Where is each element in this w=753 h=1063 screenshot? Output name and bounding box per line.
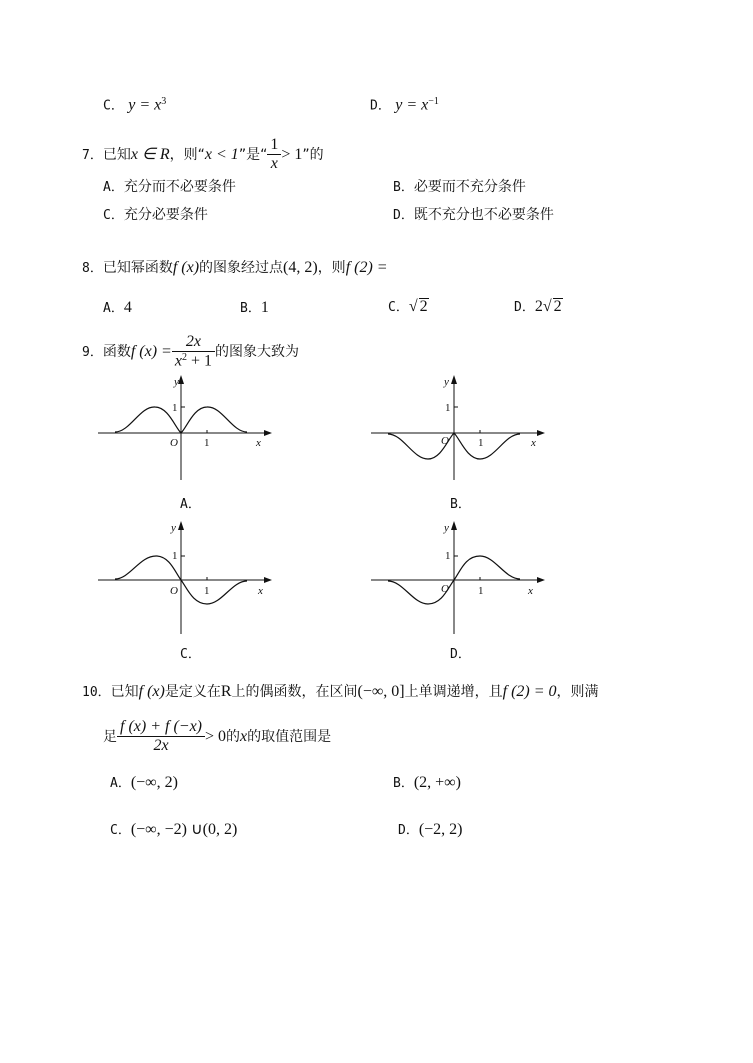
option-expr: y = x: [395, 96, 429, 114]
fraction: [267, 136, 281, 174]
q10-stem-line2: [103, 718, 331, 756]
option-value: 1: [260, 299, 269, 316]
stem-text: 已知幂函数: [102, 260, 173, 276]
y-tick-label: 1: [445, 402, 451, 414]
stem-text: ”的: [302, 146, 324, 163]
origin-label: O: [441, 435, 449, 447]
stem-text: 上单调递增，且: [404, 684, 503, 700]
denominator-base: x: [174, 353, 182, 371]
option-text: 必要而不充分条件: [413, 179, 526, 195]
sqrt-sign: √: [542, 298, 552, 315]
math-expr: (−∞, 0]: [357, 683, 405, 700]
origin-label: O: [170, 437, 178, 449]
graph-d-caption: D．: [450, 647, 471, 662]
math-expr: f (2) =: [345, 259, 388, 276]
sqrt-radicand: 2: [419, 298, 428, 315]
origin-label: O: [170, 585, 178, 597]
question-number: 7．: [82, 147, 103, 163]
y-tick-label: 1: [445, 550, 451, 562]
sqrt-sign: √: [408, 298, 418, 315]
option-text: 既不充分也不必要条件: [413, 207, 554, 223]
graph-a: [95, 372, 275, 482]
stem-text: 是定义在: [164, 684, 221, 700]
graph-d: [368, 518, 548, 638]
fraction-numerator: 2x: [172, 333, 215, 352]
sqrt-coefficient: 2: [534, 298, 543, 315]
option-label: A．: [103, 301, 124, 316]
option-label: A．: [110, 776, 131, 791]
q10-option-b: [393, 775, 461, 791]
option-label: C．: [388, 300, 409, 315]
stem-text: 已知: [110, 684, 139, 700]
denominator-exponent: 2: [181, 352, 187, 364]
graph-a-caption: A．: [180, 497, 201, 512]
q7-stem: [82, 136, 324, 174]
option-exponent: 3: [161, 96, 167, 107]
stem-text: 函数: [102, 344, 131, 361]
x-axis-label: x: [258, 585, 263, 597]
stem-text: 足: [103, 728, 117, 745]
q8-option-c: [388, 298, 429, 315]
math-expr: R: [220, 683, 232, 700]
fraction: [172, 333, 215, 371]
stem-text: ，则: [317, 260, 346, 276]
sqrt-radicand: 2: [553, 298, 562, 315]
option-exponent: −1: [428, 96, 439, 107]
q8-option-b: [240, 300, 269, 316]
q8-stem: [82, 260, 388, 276]
math-expr: f (x): [172, 259, 200, 276]
graph-b: [368, 372, 548, 482]
question-number: 10．: [82, 685, 111, 700]
x-tick-label: 1: [478, 585, 484, 597]
graph-c: [95, 518, 275, 638]
q10-option-a: [110, 775, 178, 791]
option-value: (2, +∞): [413, 774, 461, 791]
fraction-denominator: [172, 352, 215, 371]
stem-text: 的图象经过点: [199, 260, 284, 276]
math-expr: f (x): [138, 683, 165, 700]
q6-option-c: [103, 97, 166, 114]
y-tick-label: 1: [172, 550, 178, 562]
math-expr: > 0: [205, 727, 227, 745]
option-label: D．: [514, 300, 535, 315]
q8-option-d: [514, 298, 563, 315]
question-number: 8．: [82, 261, 103, 276]
graph-b-caption: B．: [450, 497, 471, 512]
question-number: 9．: [82, 345, 103, 361]
y-axis-label: y: [444, 376, 449, 388]
option-label: C．: [103, 208, 124, 223]
graph-c-caption: C．: [180, 647, 201, 662]
fraction-denominator: 2x: [153, 737, 169, 755]
q7-option-d: [393, 208, 554, 222]
option-text: 充分必要条件: [123, 207, 208, 223]
q7-option-a: [103, 180, 236, 194]
q10-stem-line1: [82, 684, 599, 700]
stem-text: ”是“: [238, 146, 268, 163]
fraction-denominator: x: [270, 155, 278, 173]
y-tick-label: 1: [172, 402, 178, 414]
option-value: (−2, 2): [418, 821, 463, 838]
stem-text: ，则“: [169, 146, 205, 163]
x-axis-label: x: [256, 437, 261, 449]
fraction: [117, 718, 205, 756]
math-expr: x: [240, 727, 248, 745]
math-expr: f (x) =: [130, 343, 172, 361]
math-expr: x ∈ R: [130, 145, 170, 163]
x-axis-label: x: [531, 437, 536, 449]
math-expr: x < 1: [204, 145, 239, 163]
option-expr: y = x: [128, 96, 162, 114]
x-tick-label: 1: [478, 437, 484, 449]
q10-option-d: [398, 822, 463, 838]
math-expr: > 1: [281, 145, 303, 163]
option-label: C．: [110, 823, 131, 838]
x-tick-label: 1: [204, 585, 210, 597]
y-axis-label: y: [174, 376, 179, 388]
option-label: B．: [393, 776, 414, 791]
y-axis-label: y: [171, 522, 176, 534]
option-label: B．: [240, 301, 261, 316]
option-label: D．: [393, 208, 414, 223]
q10-option-c: [110, 822, 237, 838]
stem-text: 的: [226, 728, 241, 745]
stem-text: ，则满: [556, 684, 599, 700]
option-label: D．: [398, 823, 419, 838]
y-axis-label: y: [444, 522, 449, 534]
denominator-rest: + 1: [186, 353, 212, 371]
stem-text: 的图象大致为: [214, 344, 299, 361]
stem-text: 的取值范围是: [247, 728, 332, 745]
option-label: B．: [393, 180, 414, 195]
stem-text: 上的偶函数，在区间: [231, 684, 358, 700]
math-expr: (4, 2): [283, 259, 318, 276]
option-value: (−∞, −2) ∪(0, 2): [130, 821, 238, 838]
fraction-numerator: f (x) + f (−x): [117, 718, 205, 737]
option-label: A．: [103, 180, 124, 195]
origin-label: O: [441, 583, 449, 595]
q7-option-c: [103, 208, 208, 222]
x-axis-label: x: [528, 585, 533, 597]
math-expr: f (2) = 0: [502, 683, 557, 700]
q7-option-b: [393, 180, 526, 194]
q9-stem: [82, 333, 299, 371]
option-value: (−∞, 2): [130, 774, 178, 791]
q6-option-d: [370, 97, 439, 114]
stem-text: 已知: [102, 146, 131, 163]
option-label: D．: [370, 98, 391, 114]
fraction-numerator: 1: [267, 136, 281, 155]
option-value: 4: [123, 299, 132, 316]
x-tick-label: 1: [204, 437, 210, 449]
q8-option-a: [103, 300, 132, 316]
option-text: 充分而不必要条件: [123, 179, 236, 195]
option-label: C．: [103, 98, 124, 114]
